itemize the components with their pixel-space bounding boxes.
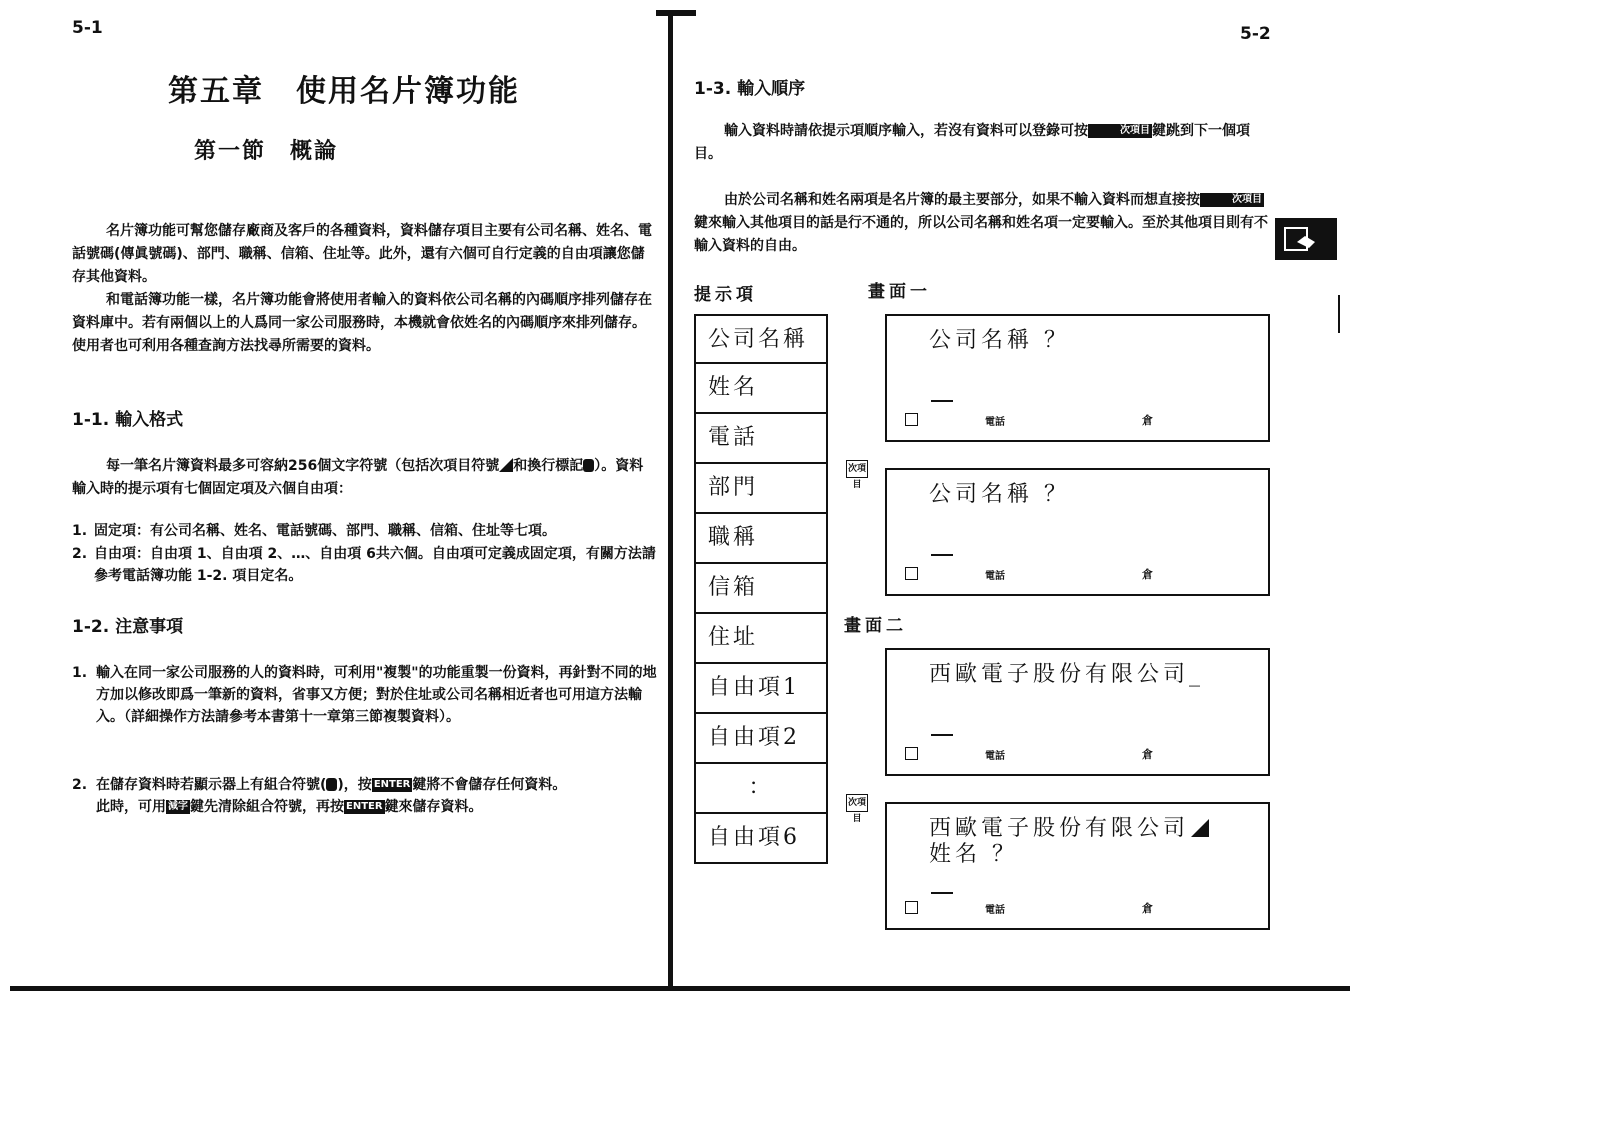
note-text: 輸入在同一家公司服務的人的資料時，可利用"複製"的功能重製一份資料，再針對不同的地方加以修改即爲一筆新的資料，省事又方便；對於住址或公司名稱相近者也可用這方法輸入。（詳細操作方法請參考本書第十一章第三節複製資料）。 [96, 665, 657, 725]
store-indicator: 倉 [1142, 568, 1153, 581]
store-indicator: 倉 [1142, 414, 1153, 427]
indicator-box-icon [905, 567, 918, 580]
prompt-cell: 信箱 [694, 564, 828, 614]
phone-indicator: 電話 [985, 417, 1005, 428]
heading-1-3: 1-3. 輸入順序 [694, 79, 806, 99]
line-break-mark-icon [583, 459, 594, 472]
note-number: 2. [72, 777, 88, 793]
prompt-cell: 自由項1 [694, 664, 828, 714]
section-title: 第一節 概論 [194, 139, 339, 164]
prompt-cell: 自由項2 [694, 714, 828, 764]
heading-1-2: 1-2. 注意事項 [72, 617, 184, 637]
lcd-line: 姓名 ？ [929, 842, 1018, 867]
indicator-box-icon [905, 413, 918, 426]
prompt-cell: 部門 [694, 464, 828, 514]
intro-paragraph-1: 名片簿功能可幫您儲存廠商及客戶的各種資料，資料儲存項目主要有公司名稱、姓名、電話號碼(傳眞號碼)、部門、職稱、信箱、住址等。此外，還有六個可自行定義的自由項讓您儲存其他資料。 [72, 223, 652, 285]
note-number: 1. [72, 665, 88, 681]
sub-item-symbol-icon [1191, 819, 1209, 837]
next-item-key-icon: 次項目 [846, 460, 868, 478]
intro-paragraph-2: 和電話簿功能一樣，名片簿功能會將使用者輸入的資料依公司名稱的內碼順序排列儲存在資料庫中。若有兩個以上的人爲同一家公司服務時，本機就會依姓名的內碼順序來排列儲存。使用者也可利用各種查詢方法找尋所需要的資料。 [72, 292, 652, 354]
next-item-key-icon: 次項目 [1200, 193, 1264, 207]
lcd-screen [885, 648, 1270, 776]
store-indicator: 倉 [1142, 748, 1153, 761]
lcd-cursor [931, 400, 953, 402]
note-text: 鍵先清除組合符號，再按 [190, 799, 344, 815]
prompt-cell: 公司名稱 [694, 314, 828, 364]
prompt-header: 提示項 [694, 285, 757, 305]
indicator-box-icon [905, 747, 918, 760]
lcd-cursor [931, 892, 953, 894]
prompt-cell: 電話 [694, 414, 828, 464]
lcd-screen [885, 802, 1270, 930]
prompt-list [694, 314, 828, 864]
prompt-cell: 自由項6 [694, 814, 828, 864]
screen-two-header: 畫面二 [844, 616, 907, 636]
prompt-cell: 住址 [694, 614, 828, 664]
lcd-screen [885, 468, 1270, 596]
book-spine-top [656, 10, 696, 16]
chapter-title: 第五章 使用名片簿功能 [168, 74, 520, 109]
list-item-text: 自由項：自由項 1、自由項 2、…、自由項 6共六個。自由項可定義成固定項，有關方法請參考電話簿功能 1-2. 項目定名。 [94, 546, 656, 584]
list-item [72, 543, 664, 587]
heading-1-1: 1-1. 輸入格式 [72, 410, 184, 430]
next-item-key-icon: 次項目 [846, 794, 868, 812]
lcd-line: 西歐電子股份有限公司_ [929, 662, 1205, 687]
paragraph-1-1 [72, 455, 654, 501]
note-item [72, 662, 666, 728]
order-paragraph-1-part-b: 鍵跳到下一個項目。 [694, 123, 1250, 162]
lcd-line: 西歐電子股份有限公司 [929, 816, 1190, 841]
prompt-cell: 職稱 [694, 514, 828, 564]
note-text: 此時，可用 [96, 799, 166, 815]
enter-key-icon: ENTER [373, 779, 411, 790]
order-paragraph-2-part-b: 鍵來輸入其他項目的話是行不通的，所以公司名稱和姓名項一定要輸入。至於其他項目則有不輸入資料的自由。 [694, 215, 1268, 254]
list-item-text: 固定項：有公司名稱、姓名、電話號碼、部門、職稱、信箱、住址等七項。 [94, 523, 556, 539]
lcd-text [929, 816, 1209, 868]
enter-key-icon: ENTER [346, 801, 383, 812]
paragraph-1-1-part-c: ）。資料輸入時的提示項有七個固定項及六個自由項： [72, 458, 644, 497]
list-item-number: 1. [72, 523, 88, 539]
note-text: 鍵將不會儲存任何資料。 [412, 777, 567, 793]
screen-one-header: 畫面一 [868, 282, 931, 302]
prompt-cell: 姓名 [694, 364, 828, 414]
lcd-line: 公司名稱 ？ [929, 482, 1070, 507]
lcd-screen [885, 314, 1270, 442]
note-text: )，按 [337, 777, 372, 793]
note-text: 在儲存資料時若顯示器上有組合符號( [96, 777, 327, 793]
book-spine [668, 10, 673, 990]
hand-pointer-icon [1275, 218, 1337, 260]
order-paragraph-1-part-a: 輸入資料時請依提示項順序輸入，若沒有資料可以登錄可按 [724, 123, 1088, 139]
indicator-box-icon [905, 901, 918, 914]
store-indicator: 倉 [1142, 902, 1153, 915]
chapter-tab [1275, 218, 1337, 260]
lcd-line: 公司名稱 ？ [929, 328, 1070, 353]
page-number-left: 5-1 [72, 18, 103, 38]
paragraph-1-1-part-b: 和換行標記 [513, 458, 584, 474]
order-paragraph-1 [694, 120, 1274, 166]
phone-indicator: 電話 [985, 571, 1005, 582]
lcd-cursor [931, 734, 953, 736]
list-item-number: 2. [72, 546, 88, 562]
compose-symbol-icon [326, 778, 337, 791]
sub-item-symbol-icon [499, 458, 513, 472]
lcd-cursor [931, 554, 953, 556]
list-item [72, 520, 676, 542]
page-number-right: 5-2 [1240, 24, 1271, 44]
phone-indicator: 電話 [985, 751, 1005, 762]
prompt-cell: ： [694, 764, 828, 814]
order-paragraph-2 [694, 189, 1274, 258]
order-paragraph-2-part-a: 由於公司名稱和姓名兩項是名片簿的最主要部分，如果不輸入資料而想直接按 [724, 192, 1200, 208]
phone-indicator: 電話 [985, 905, 1005, 916]
note-item [72, 774, 686, 818]
tab-edge-line [1338, 295, 1340, 333]
note-text: 鍵來儲存資料。 [384, 799, 483, 815]
delete-char-key-icon: 減字 [168, 801, 188, 812]
next-item-key-icon: 次項目 [1088, 124, 1152, 138]
page-bottom-edge [10, 986, 1350, 991]
paragraph-1-1-part-a: 每一筆名片簿資料最多可容納256個文字符號（包括次項目符號 [106, 458, 500, 474]
